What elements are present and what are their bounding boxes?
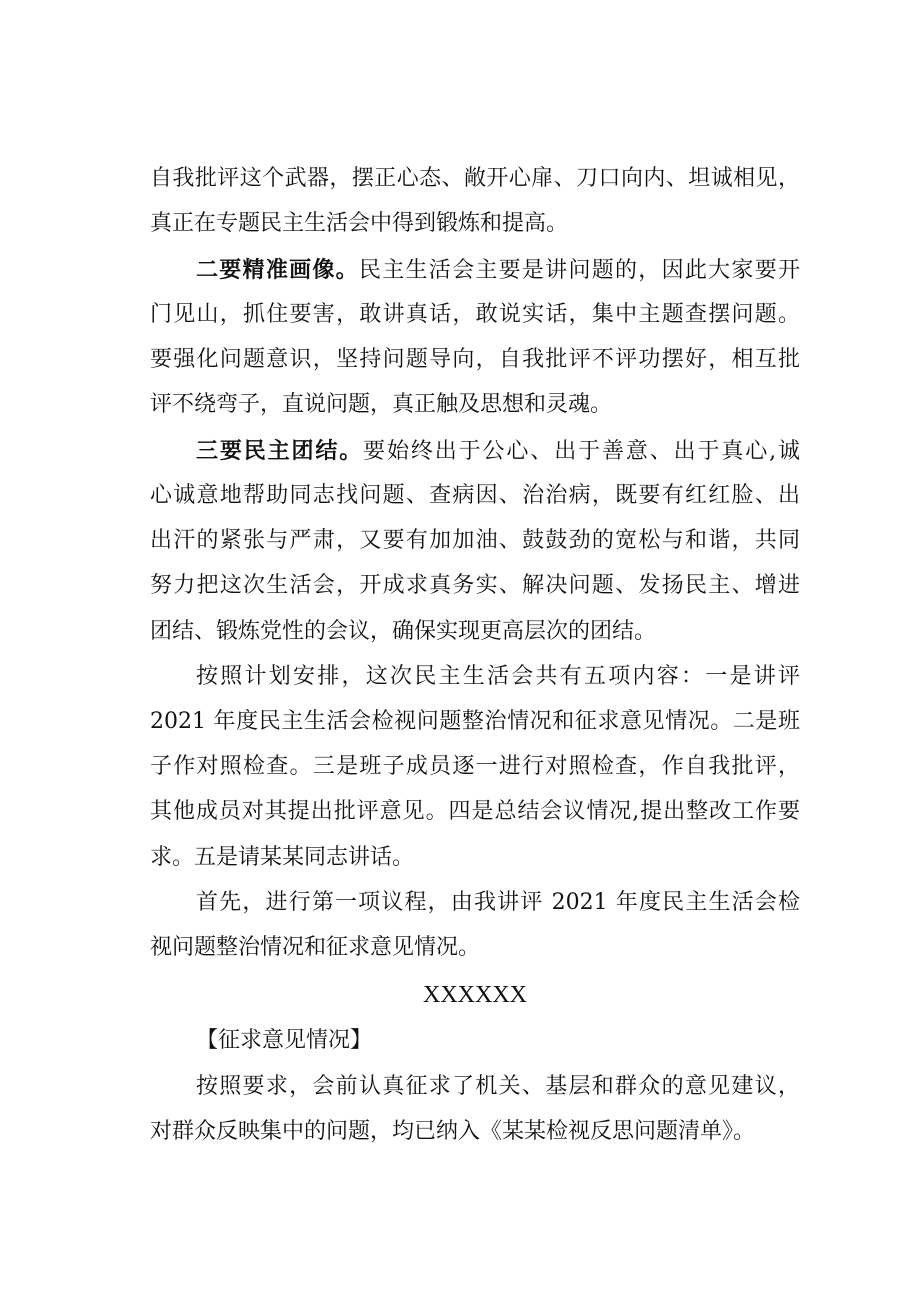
paragraph-4-line-4: 其他成员对其提出批评意见。四是总结会议情况,提出整改工作要 — [150, 799, 800, 824]
paragraph-1-line-2: 真正在专题民主生活会中得到锻炼和提高。 — [150, 211, 569, 236]
paragraph-2-line-4: 评不绕弯子，直说问题，真正触及思想和灵魂。 — [150, 392, 613, 417]
paragraph-2-line-1 — [196, 255, 800, 286]
paragraph-3-line-5: 团结、锻炼党性的会议，确保实现更高层次的团结。 — [150, 619, 657, 644]
paragraph-4-line-1: 按照计划安排，这次民主生活会共有五项内容：一是讲评 — [196, 664, 800, 689]
paragraph-3-line-4: 努力把这次生活会，开成求真务实、解决问题、发扬民主、增进 — [150, 573, 800, 598]
paragraph-3-line-2: 心诚意地帮助同志找问题、查病因、治治病，既要有红红脸、出 — [150, 483, 800, 508]
paragraph-3-line-1 — [196, 436, 800, 467]
paragraph-4-line-5: 求。五是请某某同志讲话。 — [150, 845, 415, 870]
paragraph-1-line-1: 自我批评这个武器，摆正心态、敞开心扉、刀口向内、坦诚相见， — [150, 166, 800, 191]
paragraph-4-line-3: 子作对照检查。三是班子成员逐一进行对照检查，作自我批评， — [150, 754, 800, 779]
paragraph-3-line-1-text: 要始终出于公心、出于善意、出于真心,诚 — [363, 439, 800, 464]
paragraph-4-line-2: 2021 年度民主生活会检视问题整治情况和征求意见情况。二是班 — [150, 709, 800, 734]
speaker-name: XXXXXX — [423, 982, 527, 1008]
paragraph-5-line-1: 首先，进行第一项议程，由我讲评 2021 年度民主生活会检 — [196, 890, 800, 915]
paragraph-6-line-1: 按照要求，会前认真征求了机关、基层和群众的意见建议， — [196, 1074, 800, 1099]
paragraph-5-line-2: 视问题整治情况和征求意见情况。 — [150, 935, 481, 960]
section-label: 【征求意见情况】 — [196, 1028, 373, 1053]
paragraph-6-line-2: 对群众反映集中的问题，均已纳入《某某检视反思问题清单》。 — [150, 1119, 756, 1144]
paragraph-2-line-1-text: 民主生活会主要是讲问题的，因此大家要开 — [358, 258, 800, 283]
paragraph-2-line-2: 门见山，抓住要害，敢讲真话，敢说实话，集中主题查摆问题。 — [150, 302, 800, 327]
paragraph-2-heading: 二要精准画像。 — [196, 257, 359, 283]
paragraph-3-line-3: 出汗的紧张与严肃，又要有加加油、鼓鼓劲的宽松与和谐，共同 — [150, 528, 800, 553]
paragraph-3-heading: 三要民主团结。 — [196, 438, 364, 464]
paragraph-2-line-3: 要强化问题意识，坚持问题导向，自我批评不评功摆好，相互批 — [150, 347, 800, 372]
